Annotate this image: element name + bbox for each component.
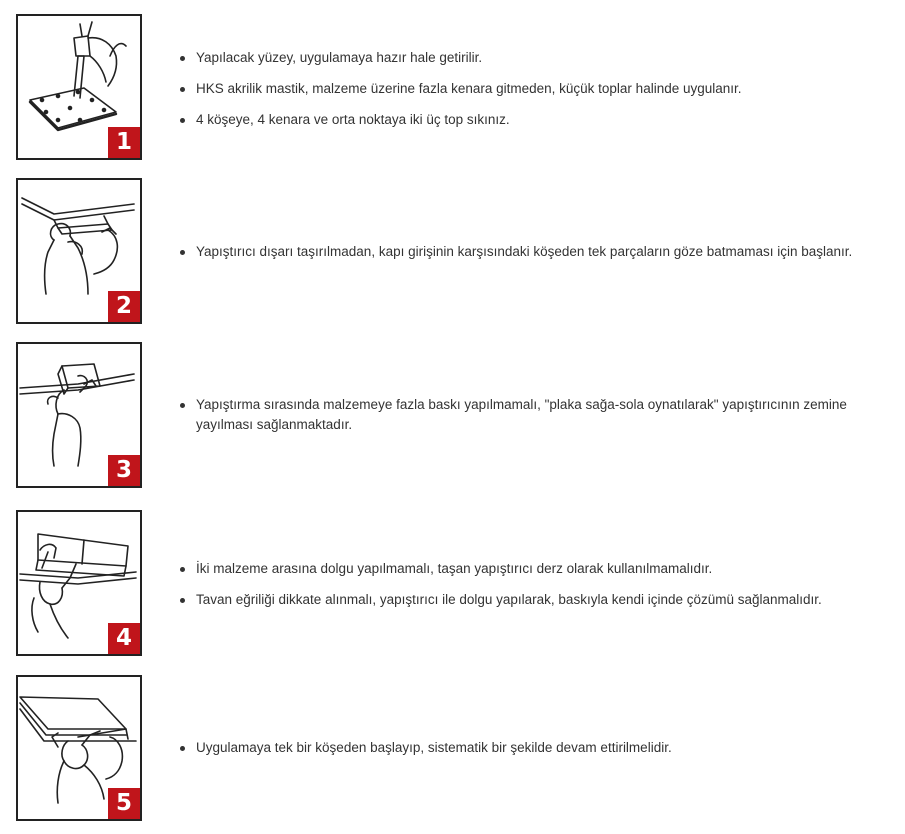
- continuing-installation-icon: [16, 675, 142, 821]
- step-number-badge: 2: [108, 291, 140, 322]
- applying-mastic-icon: [16, 14, 142, 160]
- step-number-badge: 3: [108, 455, 140, 486]
- placing-first-panel-icon: [16, 178, 142, 324]
- list-item: Yapıştırıcı dışarı taşırılmadan, kapı girişinin karşısındaki köşeden tek parçaların göze batmaması için başlanır.: [176, 242, 886, 262]
- step-1-bullets: [176, 48, 886, 141]
- list-item: Yapıştırma sırasında malzemeye fazla baskı yapılmamalı, "plaka sağa-sola oynatılarak" yapıştırıcının zemine yayılması sağlanmaktadır.: [176, 395, 886, 435]
- step-4: [0, 510, 905, 660]
- list-item: İki malzeme arasına dolgu yapılmamalı, taşan yapıştırıcı derz olarak kullanılmamalıdır.: [176, 559, 886, 579]
- step-3: [0, 342, 905, 492]
- step-5-bullets: [176, 738, 886, 769]
- pressing-panel-icon: [16, 342, 142, 488]
- list-item: HKS akrilik mastik, malzeme üzerine fazla kenara gitmeden, küçük toplar halinde uygulanır.: [176, 79, 886, 99]
- list-item: Uygulamaya tek bir köşeden başlayıp, sistematik bir şekilde devam ettirilmelidir.: [176, 738, 886, 758]
- step-number-badge: 4: [108, 623, 140, 654]
- step-4-bullets: [176, 559, 886, 621]
- step-number-badge: 1: [108, 127, 140, 158]
- step-5: [0, 675, 905, 825]
- step-number-badge: 5: [108, 788, 140, 819]
- step-3-bullets: [176, 395, 886, 446]
- step-1: [0, 14, 905, 164]
- step-2-bullets: [176, 242, 886, 273]
- step-2: [0, 178, 905, 328]
- list-item: 4 köşeye, 4 kenara ve orta noktaya iki üç top sıkınız.: [176, 110, 886, 130]
- joining-panels-icon: [16, 510, 142, 656]
- list-item: Yapılacak yüzey, uygulamaya hazır hale getirilir.: [176, 48, 886, 68]
- list-item: Tavan eğriliği dikkate alınmalı, yapıştırıcı ile dolgu yapılarak, baskıyla kendi içinde çözümü sağlanmalıdır.: [176, 590, 886, 610]
